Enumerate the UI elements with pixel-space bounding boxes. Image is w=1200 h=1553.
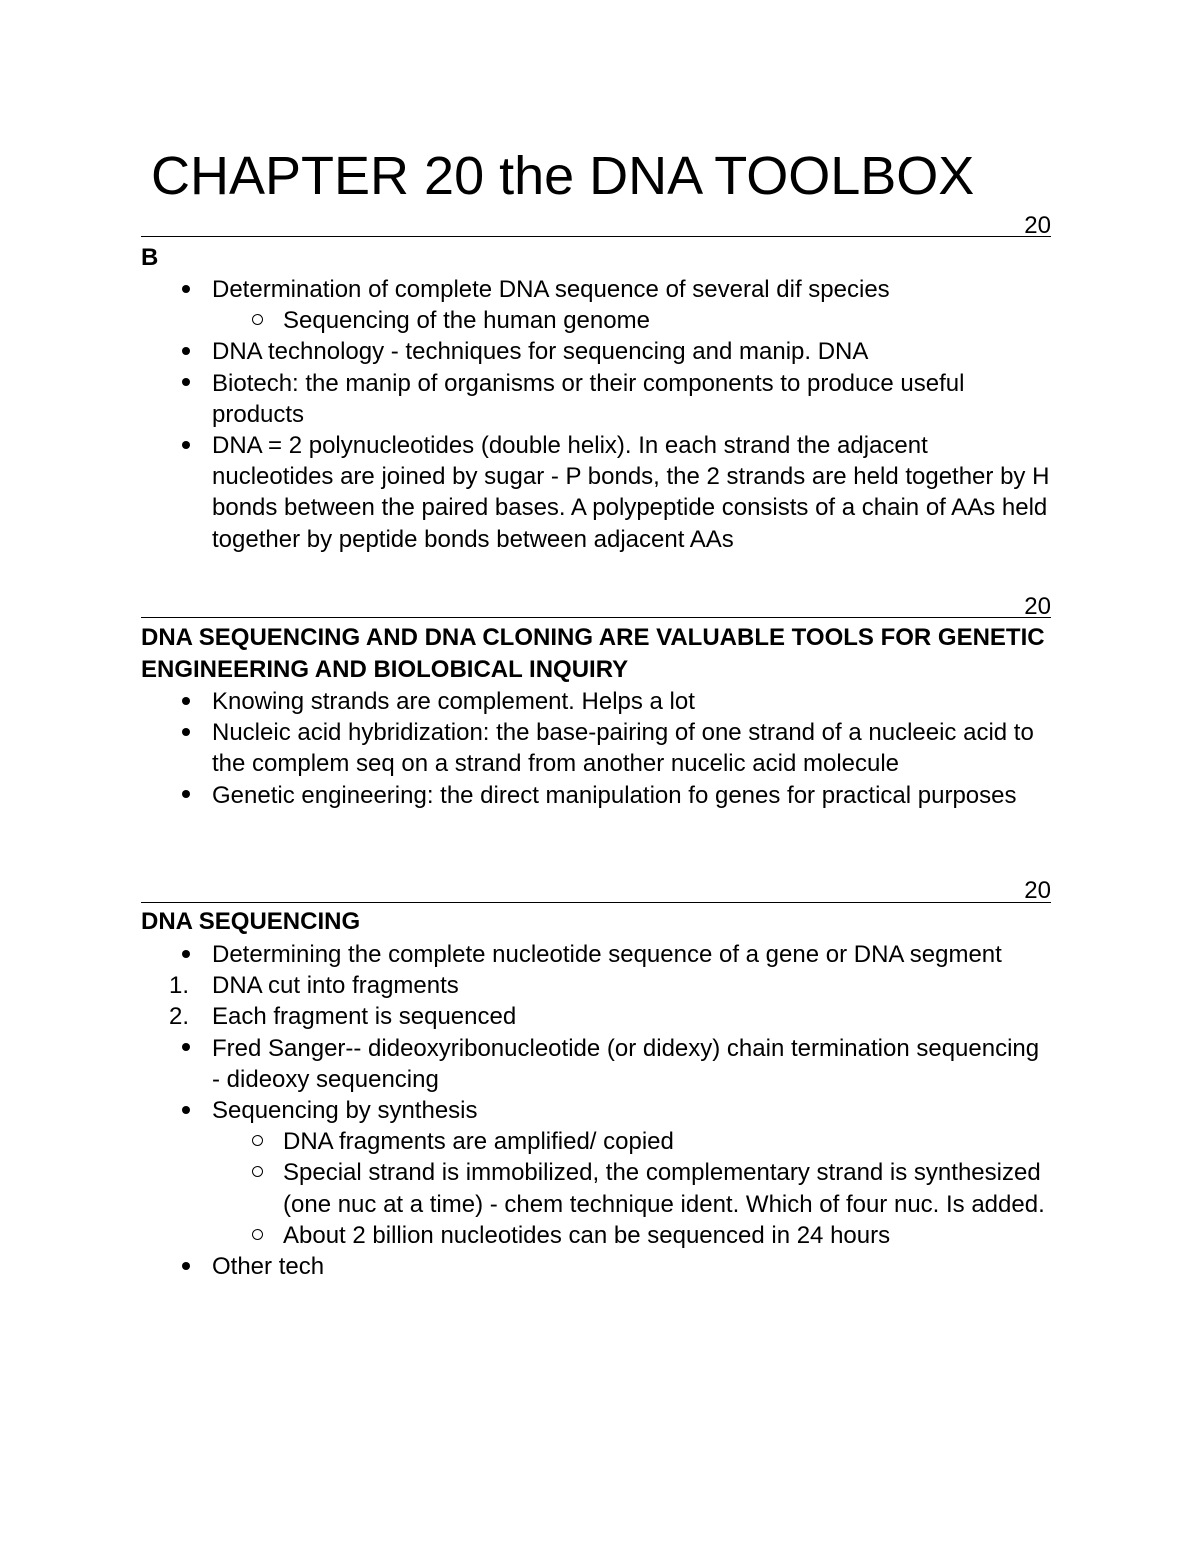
bullet-icon (171, 1033, 201, 1064)
list-item-text: Each fragment is sequenced (212, 1003, 517, 1031)
list-item-text: DNA fragments are amplified/ copied (283, 1128, 674, 1156)
section-list (141, 939, 1051, 1282)
circle-bullet-icon (242, 1220, 272, 1251)
list-item-text: Special strand is immobilized, the complementary strand is synthesized (one nuc at a time) - chem technique ident. Which of four nuc. Is added. (283, 1159, 1045, 1218)
list-item (141, 939, 1051, 970)
section-list (141, 274, 1051, 555)
section-divider (141, 902, 1051, 903)
list-item (141, 336, 1051, 367)
list-item (141, 1251, 1051, 1282)
bullet-icon (171, 336, 201, 367)
sub-list-item (141, 1220, 1051, 1251)
bullet-icon (171, 1095, 201, 1126)
list-item-text: Determining the complete nucleotide sequence of a gene or DNA segment (212, 941, 1002, 968)
numbered-list-item (141, 970, 1051, 1001)
section-heading: DNA SEQUENCING AND DNA CLONING ARE VALUABLE TOOLS FOR GENETIC ENGINEERING AND BIOLOBICAL INQUIRY (141, 624, 1045, 683)
circle-bullet-icon (242, 305, 272, 336)
list-item-text: Sequencing by synthesis (212, 1097, 478, 1125)
list-item-text: Determination of complete DNA sequence of several dif species (212, 276, 890, 303)
circle-bullet-icon (242, 1157, 272, 1188)
section-heading: B (141, 244, 159, 271)
list-item-text: Nucleic acid hybridization: the base-pairing of one strand of a nucleeic acid to the complem seq on a strand from another nucelic acid molecule (212, 719, 1034, 778)
bullet-icon (171, 939, 201, 970)
list-item (141, 780, 1051, 811)
sub-list-item (141, 1157, 1051, 1219)
bullet-icon (171, 686, 201, 717)
bullet-icon (171, 780, 201, 811)
list-item-text: Knowing strands are complement. Helps a lot (212, 688, 695, 715)
list-item-text: DNA cut into fragments (212, 972, 459, 1000)
section-heading: DNA SEQUENCING (141, 908, 361, 935)
numbered-list-item (141, 1001, 1051, 1032)
page-number: 20 (1024, 593, 1051, 620)
bullet-icon (171, 430, 201, 461)
section-divider (141, 617, 1051, 618)
bullet-icon (171, 717, 201, 748)
sub-list-item (141, 305, 1051, 336)
circle-bullet-icon (242, 1126, 272, 1157)
page-title: CHAPTER 20 the DNA TOOLBOX (151, 146, 975, 206)
list-item (141, 274, 1051, 305)
list-item-text: About 2 billion nucleotides can be sequenced in 24 hours (283, 1221, 891, 1249)
list-item (141, 686, 1051, 717)
list-item (141, 430, 1051, 555)
list-item-text: DNA = 2 polynucleotides (double helix). In each strand the adjacent nucleotides are joined by sugar - P bonds, the 2 strands are held together by H bonds between the paired bases. A polypeptide consists of a chain of AAs held together by peptide bonds between adjacent AAs (212, 432, 1050, 553)
page-number: 20 (1024, 212, 1051, 239)
list-item (141, 368, 1051, 430)
section-divider (141, 236, 1051, 237)
page-number: 20 (1024, 877, 1051, 904)
list-item-text: Other tech (212, 1253, 325, 1281)
section-list (141, 686, 1051, 811)
bullet-icon (171, 274, 201, 305)
list-number: 1. (169, 972, 190, 1000)
bullet-icon (171, 368, 201, 399)
list-item-text: Biotech: the manip of organisms or their components to produce useful products (212, 369, 965, 428)
bullet-icon (171, 1251, 201, 1282)
list-item-text: DNA technology - techniques for sequencing and manip. DNA (212, 338, 869, 366)
list-number: 2. (169, 1003, 190, 1031)
list-item (141, 717, 1051, 779)
list-item-text: Genetic engineering: the direct manipulation fo genes for practical purposes (212, 781, 1017, 809)
list-item (141, 1095, 1051, 1126)
sub-list-item (141, 1126, 1051, 1157)
list-item (141, 1033, 1051, 1095)
list-item-text: Fred Sanger-- dideoxyribonucleotide (or didexy) chain termination sequencing - dideoxy sequencing (212, 1034, 1040, 1093)
list-item-text: Sequencing of the human genome (283, 307, 650, 335)
